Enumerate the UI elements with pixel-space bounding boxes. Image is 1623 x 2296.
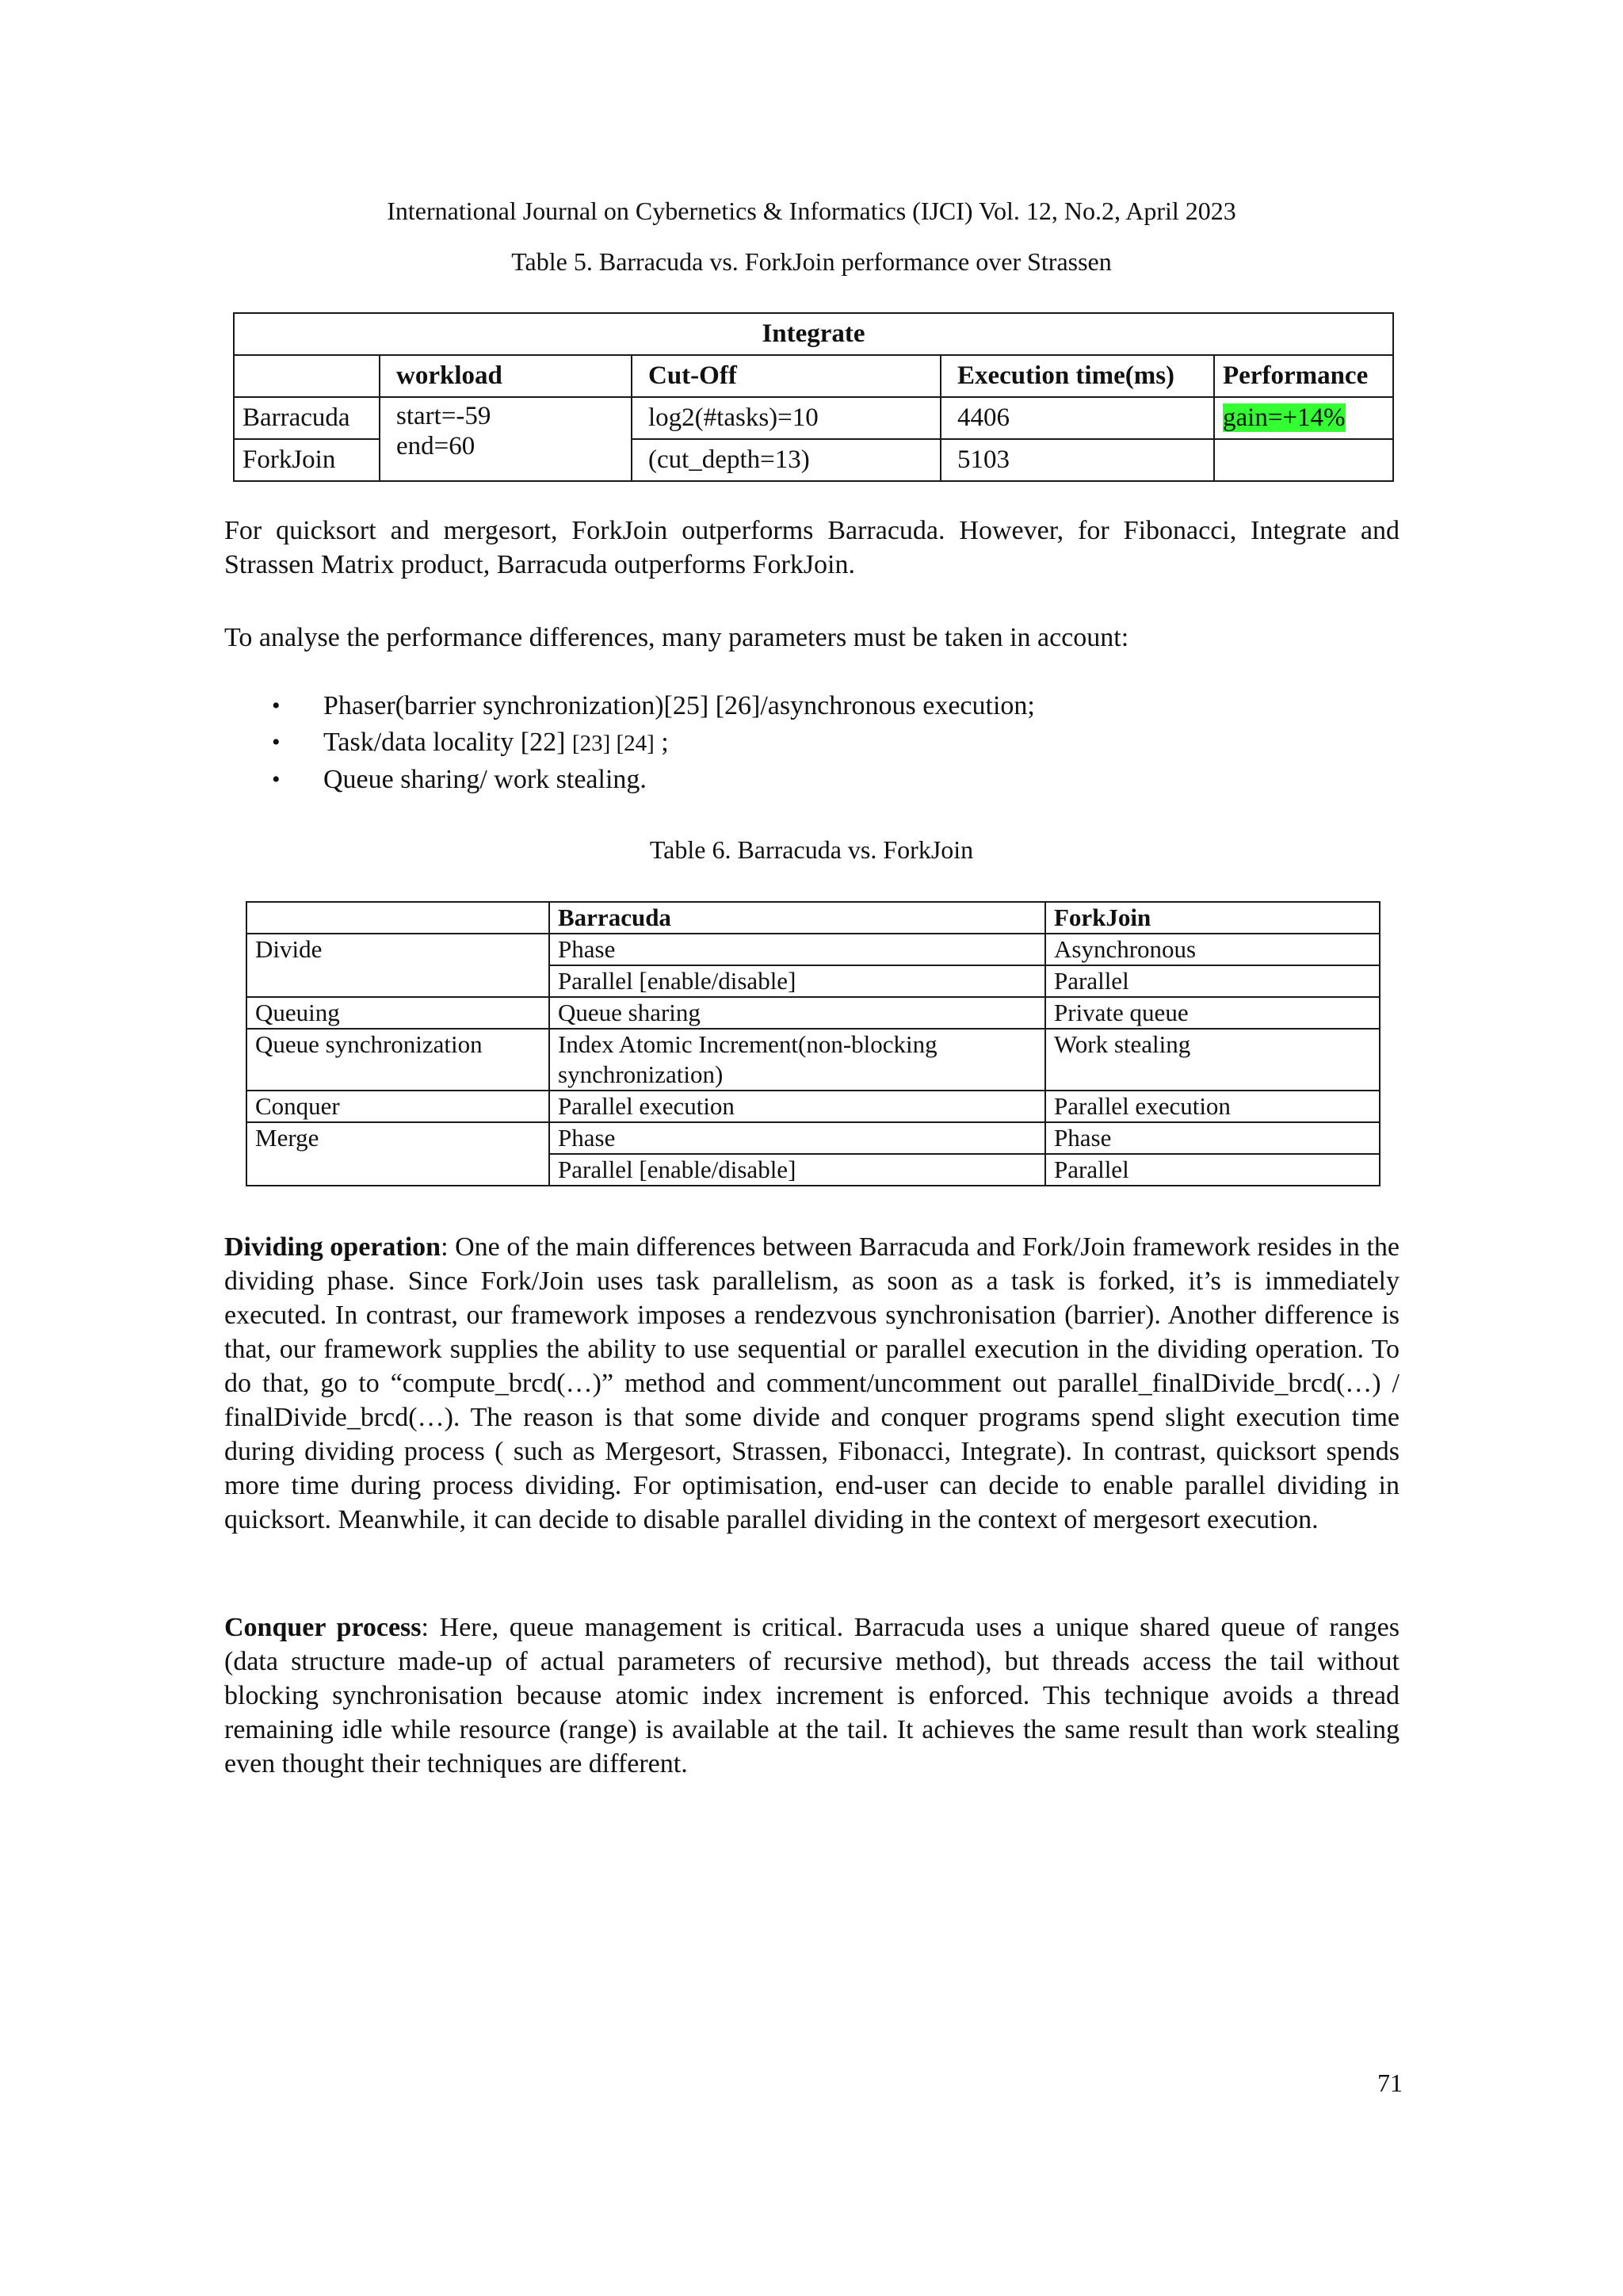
table6-cell: Index Atomic Increment(non-blocking synchronization) xyxy=(549,1029,1045,1091)
table6-header-cell: Barracuda xyxy=(549,902,1045,934)
table6-header-row xyxy=(246,902,1380,934)
table5 xyxy=(233,312,1394,482)
table5-cell: (cut_depth=13) xyxy=(632,439,941,481)
list-item xyxy=(224,724,1400,762)
list-item-text: Queue sharing/ work stealing. xyxy=(323,765,647,794)
dividing-text: : One of the main differences between Barracuda and Fork/Join framework resides in the dividing phase. Since Fork/Join uses task parallelism, as soon as a task is forked, it’s is immediately executed. In contrast, our framework imposes a rendezvous synchronisation (barrier). Another difference is that, our framework supplies the ability to use sequential or parallel execution in the dividing operation. To do that, go to “compute_brcd(…)” method and comment/uncomment out parallel_finalDivide_brcd(…) / finalDivide_brcd(…). The reason is that some divide and conquer programs spend slight execution time during dividing process ( such as Mergesort, Strassen, Fibonacci, Integrate). In contrast, quicksort spends more time during process dividing. For optimisation, end-user can decide to enable parallel dividing in quicksort. Meanwhile, it can decide to disable parallel dividing in the context of mergesort execution. xyxy=(224,1232,1400,1534)
paragraph-comparison: For quicksort and mergesort, ForkJoin outperforms Barracuda. However, for Fibonacci, Integrate and Strassen Matrix product, Barracuda outperforms ForkJoin. xyxy=(224,516,1400,579)
table6-cell: Conquer xyxy=(246,1091,549,1122)
table5-cell: ForkJoin xyxy=(234,439,380,481)
bullet-icon: • xyxy=(272,766,281,793)
table6-cell: Phase xyxy=(549,1122,1045,1154)
table6-cell: Phase xyxy=(1045,1122,1380,1154)
table5-row xyxy=(234,397,1393,439)
table5-cell: 5103 xyxy=(941,439,1214,481)
table6-cell: Queue sharing xyxy=(549,997,1045,1029)
table5-header-cell: Cut-Off xyxy=(632,355,941,397)
dividing-label: Dividing operation xyxy=(224,1232,441,1262)
table6-header-cell xyxy=(246,902,549,934)
table5-cell: Barracuda xyxy=(234,397,380,439)
table5-performance-cell xyxy=(1214,397,1393,439)
parameter-list xyxy=(224,688,1400,798)
table6-row xyxy=(246,1122,1380,1154)
table6-cell: Private queue xyxy=(1045,997,1380,1029)
bullet-icon: • xyxy=(272,693,281,719)
list-item-end: ; xyxy=(654,728,669,757)
table5-cell: log2(#tasks)=10 xyxy=(632,397,941,439)
list-item xyxy=(224,688,1400,724)
list-item-text: Phaser(barrier synchronization)[25] [26]/asynchronous execution; xyxy=(323,691,1035,720)
conquer-label: Conquer process xyxy=(224,1613,422,1642)
table5-cell: 4406 xyxy=(941,397,1214,439)
table6-row xyxy=(246,934,1380,965)
table5-caption: Table 5. Barracuda vs. ForkJoin performance over Strassen xyxy=(511,247,1112,276)
table6-cell: Work stealing xyxy=(1045,1029,1380,1091)
table6-cell: Merge xyxy=(246,1122,549,1186)
table6 xyxy=(246,901,1381,1186)
performance-highlight: gain=+14% xyxy=(1223,403,1346,432)
table6-cell: Phase xyxy=(549,934,1045,965)
list-item-text: Task/data locality [22] xyxy=(323,728,572,757)
bullet-icon: • xyxy=(272,729,281,755)
paragraph-dividing xyxy=(224,1230,1400,1537)
list-item-refs: [23] [24] xyxy=(571,731,655,756)
table6-caption: Table 6. Barracuda vs. ForkJoin xyxy=(649,835,974,864)
table5-title: Integrate xyxy=(234,313,1393,355)
table6-cell: Parallel execution xyxy=(1045,1091,1380,1122)
table6-cell: Parallel xyxy=(1045,1154,1380,1186)
paragraph-conquer xyxy=(224,1610,1400,1781)
table6-cell: Divide xyxy=(246,934,549,997)
table6-cell: Parallel [enable/disable] xyxy=(549,1154,1045,1186)
table5-cell xyxy=(1214,439,1393,481)
table5-workload-start: start=-59 xyxy=(396,402,491,430)
table6-header-cell: ForkJoin xyxy=(1045,902,1380,934)
table5-header-cell xyxy=(234,355,380,397)
table6-row xyxy=(246,997,1380,1029)
table6-cell: Queue synchronization xyxy=(246,1029,549,1091)
table5-header-cell: Execution time(ms) xyxy=(941,355,1214,397)
table5-header-row xyxy=(234,355,1393,397)
table6-row xyxy=(246,1091,1380,1122)
page-number: 71 xyxy=(1377,2069,1403,2097)
table6-cell: Queuing xyxy=(246,997,549,1029)
table6-cell: Parallel execution xyxy=(549,1091,1045,1122)
table5-header-cell: workload xyxy=(380,355,632,397)
paragraph-parameters: To analyse the performance differences, many parameters must be taken in account: xyxy=(224,623,1129,652)
journal-header: International Journal on Cybernetics & Informatics (IJCI) Vol. 12, No.2, April 2023 xyxy=(387,197,1236,225)
table5-workload-end: end=60 xyxy=(396,432,475,460)
table6-cell: Parallel xyxy=(1045,965,1380,997)
table5-header-cell: Performance xyxy=(1214,355,1393,397)
table6-cell: Asynchronous xyxy=(1045,934,1380,965)
table5-workload-cell xyxy=(380,397,632,481)
table5-title-row xyxy=(234,313,1393,355)
list-item xyxy=(224,762,1400,798)
conquer-text: : Here, queue management is critical. Barracuda uses a unique shared queue of ranges (data structure made-up of actual parameters of recursive method), but threads access the tail without blocking synchronisation because atomic index increment is enforced. This technique avoids a thread remaining idle while resource (range) is available at the tail. It achieves the same result than work stealing even thought their techniques are different. xyxy=(224,1613,1400,1778)
table6-cell: Parallel [enable/disable] xyxy=(549,965,1045,997)
table6-row xyxy=(246,1029,1380,1091)
